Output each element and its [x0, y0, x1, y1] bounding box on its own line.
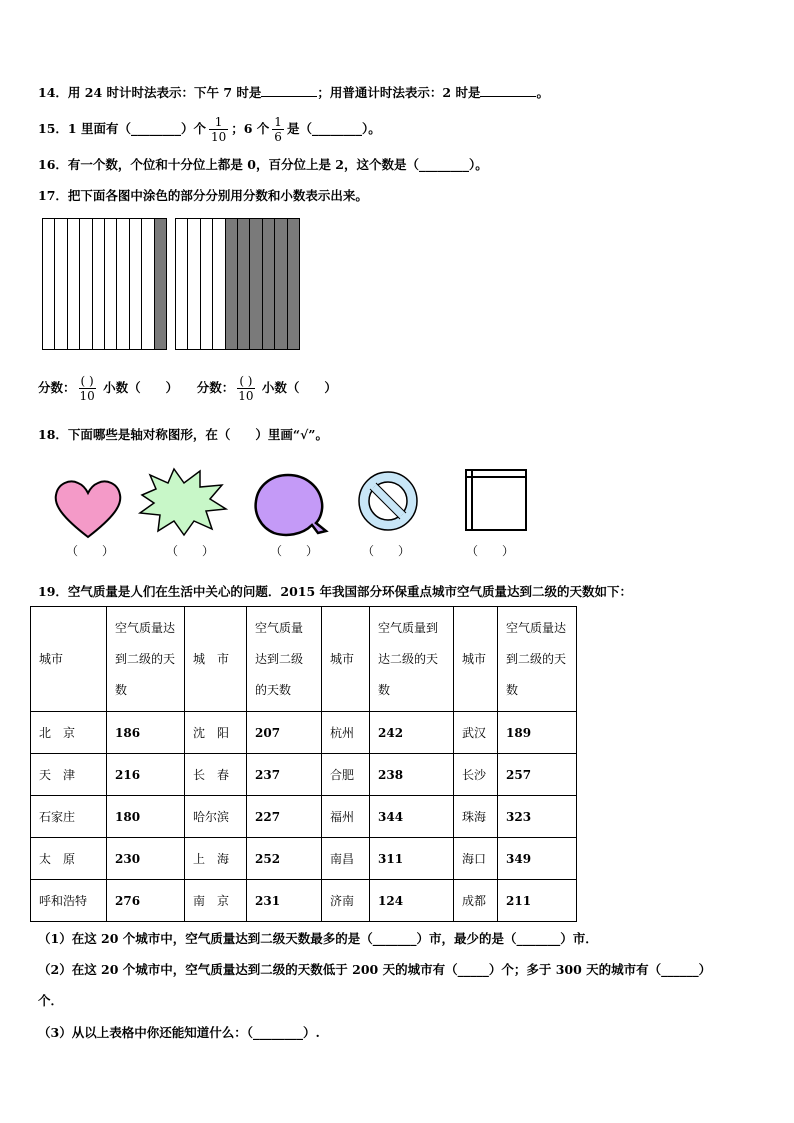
q15-end: 是（________）。: [286, 121, 381, 136]
table-cell-city: 长沙: [454, 754, 498, 796]
q15-fraction-1: $\frac{1}{10}$: [210, 115, 227, 144]
table-cell-days: 257: [498, 754, 577, 796]
q19-sub-3: （3）从以上表格中你还能知道什么：（________）.: [38, 1025, 320, 1040]
table-header-row: [31, 607, 577, 712]
table-cell-days: 252: [247, 838, 322, 880]
question-16: 16．有一个数，个位和十分位上都是 0，百分位上是 2，这个数是（________）。: [38, 157, 488, 172]
heart-shape: [56, 482, 121, 538]
table-cell-days: 216: [107, 754, 185, 796]
table-cell-days: 231: [247, 880, 322, 922]
question-18: 18．下面哪些是轴对称图形，在（ ）里画“√”。: [38, 427, 328, 442]
fraction-label-1: 分数：: [38, 380, 76, 395]
table-cell-city: 济南: [322, 880, 370, 922]
question-17: 17．把下面各图中涂色的部分分别用分数和小数表示出来。: [38, 188, 368, 203]
table-cell-city: 武汉: [454, 712, 498, 754]
figure-strip: [288, 219, 299, 349]
table-header-cell: 空气质量到达二级的天数: [370, 607, 454, 712]
square-shape: [466, 470, 526, 530]
q17-fraction-1: $\frac{( )}{10}$: [79, 374, 95, 403]
table-cell-days: 227: [247, 796, 322, 838]
figure-strip: [130, 219, 142, 349]
table-cell-days: 230: [107, 838, 185, 880]
q18-shapes: [50, 465, 540, 540]
fraction-label-2: 分数：: [196, 380, 235, 395]
table-cell-days: 124: [370, 880, 454, 922]
figure-strip: [142, 219, 154, 349]
table-cell-city: 石家庄: [31, 796, 107, 838]
figure-strip: [263, 219, 275, 349]
table-cell-city: 太 原: [31, 838, 107, 880]
table-cell-city: 珠海: [454, 796, 498, 838]
figure-strip: [155, 219, 166, 349]
table-cell-city: 哈尔滨: [185, 796, 247, 838]
table-row: [31, 838, 577, 880]
q14-end: 。: [536, 85, 549, 100]
table-cell-days: 207: [247, 712, 322, 754]
figure-strip: [176, 219, 188, 349]
table-cell-city: 北 京: [31, 712, 107, 754]
figure-strip: [250, 219, 262, 349]
table-cell-days: 311: [370, 838, 454, 880]
table-header-cell: 空气质量达到二级的天数: [247, 607, 322, 712]
table-cell-city: 南昌: [322, 838, 370, 880]
table-cell-days: 276: [107, 880, 185, 922]
table-cell-days: 237: [247, 754, 322, 796]
figure-strip: [80, 219, 92, 349]
table-cell-days: 186: [107, 712, 185, 754]
table-cell-city: 杭州: [322, 712, 370, 754]
q14-blank-1[interactable]: [261, 84, 317, 97]
figure-strip: [55, 219, 67, 349]
q14-blank-2[interactable]: [480, 84, 536, 97]
table-cell-city: 福州: [322, 796, 370, 838]
table-cell-days: 323: [498, 796, 577, 838]
q18-answer-2[interactable]: （ ）: [166, 544, 215, 558]
table-cell-city: 海口: [454, 838, 498, 880]
table-cell-city: 长 春: [185, 754, 247, 796]
table-cell-city: 呼和浩特: [31, 880, 107, 922]
q19-sub-1: （1）在这 20 个城市中，空气质量达到二级天数最多的是（_______）市，最少的是（_______）市．: [38, 931, 598, 946]
question-14: [38, 84, 549, 101]
figure-strip: [93, 219, 105, 349]
question-19: 19．空气质量是人们在生活中关心的问题．2015 年我国部分环保重点城市空气质量达到二级的天数如下：: [38, 584, 633, 599]
q17-figure-1: [42, 218, 167, 350]
starburst-shape: [140, 469, 226, 535]
figure-strip: [68, 219, 80, 349]
speech-bubble-shape-body: [256, 475, 326, 535]
table-cell-days: 349: [498, 838, 577, 880]
q15-fraction-2: $\frac{1}{6}$: [274, 115, 282, 144]
figure-strip: [275, 219, 287, 349]
table-header-cell: 城 市: [185, 607, 247, 712]
table-header-cell: 空气质量达到二级的天数: [107, 607, 185, 712]
q15-prefix: 15．1 里面有（________）个: [38, 121, 206, 136]
figure-strip: [238, 219, 250, 349]
table-row: [31, 796, 577, 838]
table-row: [31, 712, 577, 754]
q17-figure-2: [175, 218, 300, 350]
figure-strip: [105, 219, 117, 349]
table-cell-days: 180: [107, 796, 185, 838]
q19-sub-2b: 个．: [38, 993, 64, 1008]
figure-strip: [213, 219, 225, 349]
table-cell-city: 南 京: [185, 880, 247, 922]
q18-answer-3[interactable]: （ ）: [270, 544, 319, 558]
table-cell-city: 沈 阳: [185, 712, 247, 754]
table-header-cell: 空气质量达到二级的天数: [498, 607, 577, 712]
table-row: [31, 880, 577, 922]
figure-strip: [201, 219, 213, 349]
q18-answer-4[interactable]: （ ）: [362, 544, 411, 558]
q14-prefix: 14．用 24 时计时法表示：下午 7 时是: [38, 85, 262, 100]
q17-answer-row: [38, 370, 337, 406]
table-cell-days: 344: [370, 796, 454, 838]
figure-strip: [117, 219, 129, 349]
decimal-label-2[interactable]: 小数（ ）: [261, 380, 337, 395]
table-cell-days: 242: [370, 712, 454, 754]
figure-strip: [188, 219, 200, 349]
q14-mid: ；用普通计时法表示：2 时是: [317, 85, 481, 100]
table-header-cell: 城市: [454, 607, 498, 712]
air-quality-table: [30, 606, 577, 922]
table-cell-city: 合肥: [322, 754, 370, 796]
q18-answer-5[interactable]: （ ）: [466, 544, 515, 558]
q15-mid: ；6 个: [231, 121, 270, 136]
table-header-cell: 城市: [322, 607, 370, 712]
table-header-cell: 城市: [31, 607, 107, 712]
decimal-label-1[interactable]: 小数（ ）: [103, 380, 179, 395]
q17-fraction-2: $\frac{( )}{10}$: [238, 374, 254, 403]
table-cell-days: 238: [370, 754, 454, 796]
question-15: [38, 114, 381, 144]
table-cell-city: 天 津: [31, 754, 107, 796]
table-cell-city: 成都: [454, 880, 498, 922]
q18-answer-1[interactable]: （ ）: [66, 544, 115, 558]
table-cell-city: 上 海: [185, 838, 247, 880]
q19-sub-2a: （2）在这 20 个城市中，空气质量达到二级的天数低于 200 天的城市有（_____）个；多于 300 天的城市有（______）: [38, 962, 712, 977]
table-cell-days: 211: [498, 880, 577, 922]
table-row: [31, 754, 577, 796]
table-cell-days: 189: [498, 712, 577, 754]
figure-strip: [226, 219, 238, 349]
figure-strip: [43, 219, 55, 349]
